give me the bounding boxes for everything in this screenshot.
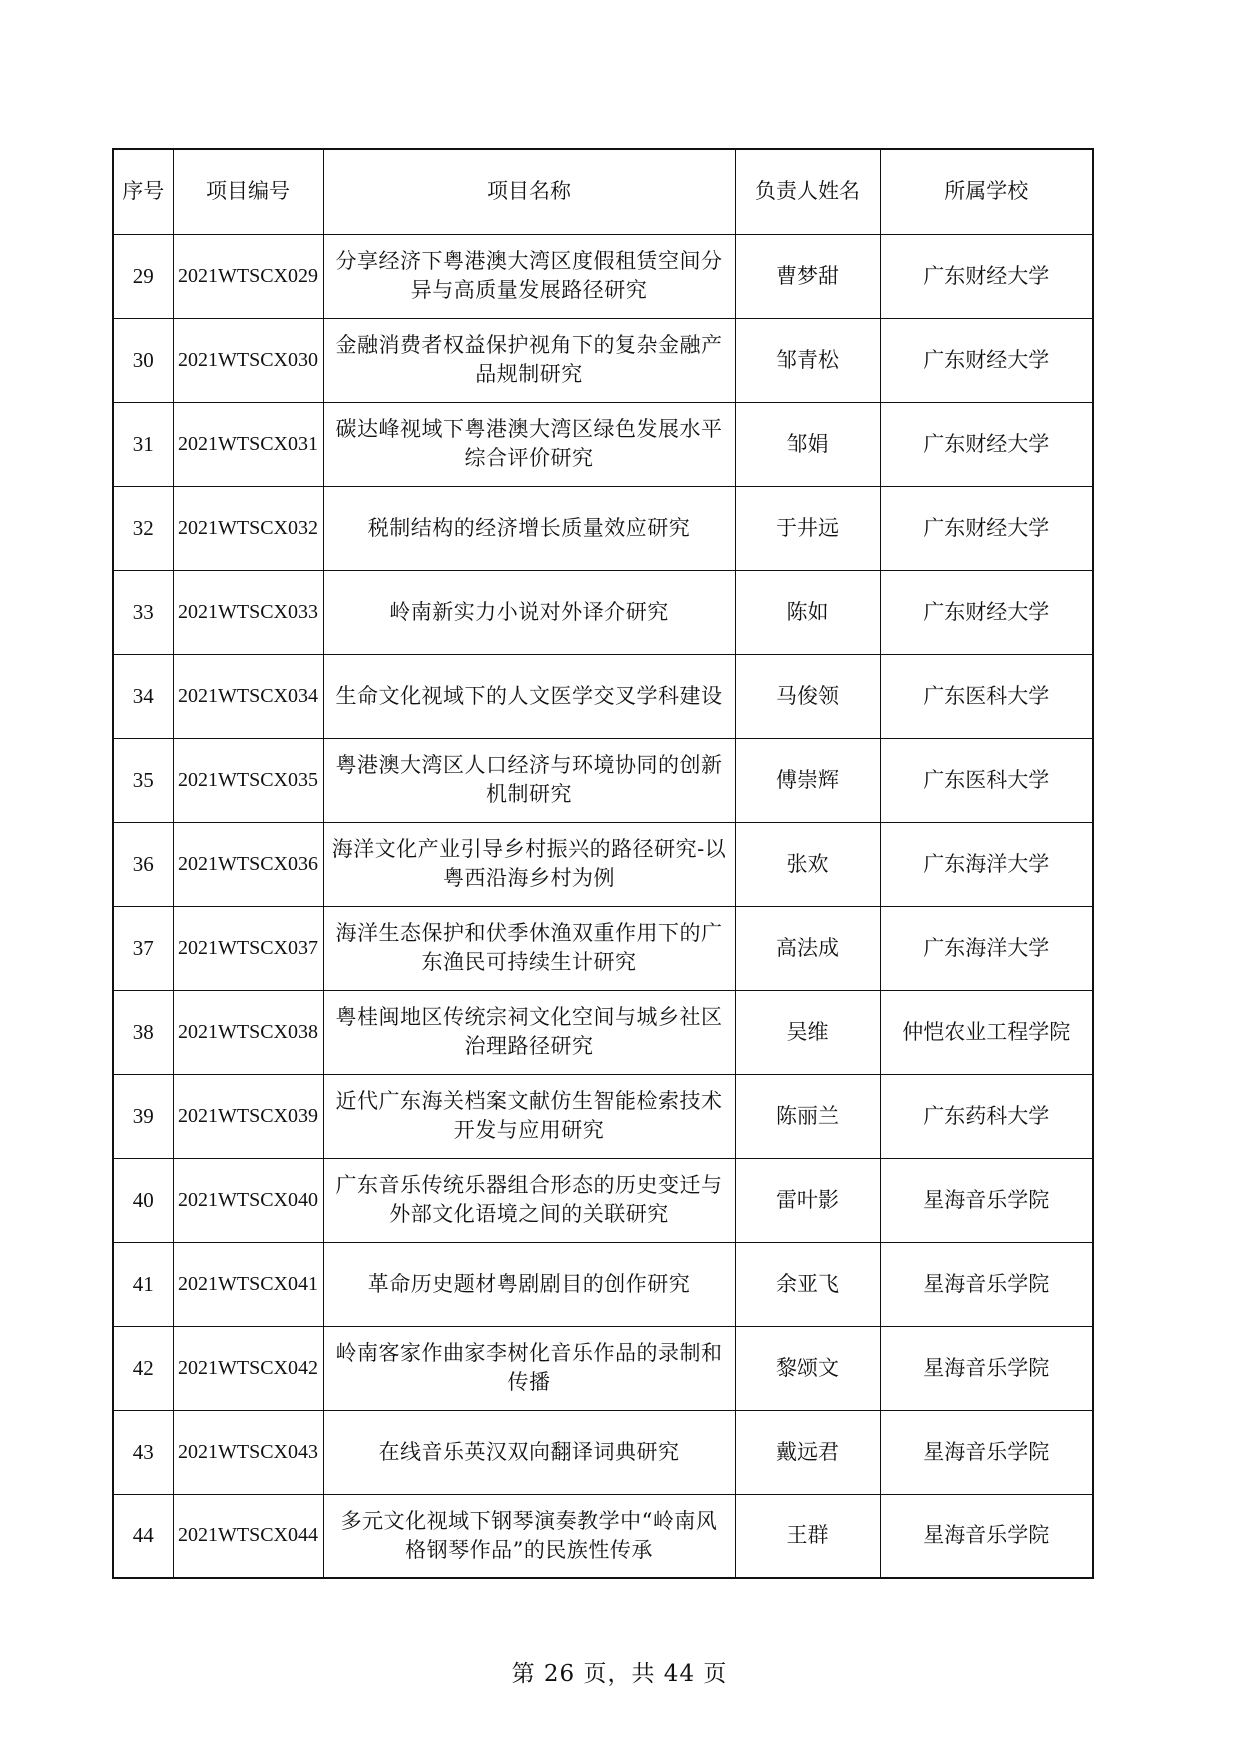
project-name-cell: 碳达峰视域下粤港澳大湾区绿色发展水平综合评价研究 [323, 402, 735, 486]
school-cell: 广东药科大学 [880, 1074, 1093, 1158]
row-index-cell: 32 [113, 486, 173, 570]
project-code-cell: 2021WTSCX041 [173, 1242, 323, 1326]
leader-name-cell: 张欢 [735, 822, 880, 906]
table-row [113, 1326, 1093, 1410]
row-index-cell: 39 [113, 1074, 173, 1158]
table-row [113, 1494, 1093, 1578]
school-cell: 星海音乐学院 [880, 1494, 1093, 1578]
project-code-cell: 2021WTSCX036 [173, 822, 323, 906]
leader-name-cell: 吴维 [735, 990, 880, 1074]
project-name-cell: 广东音乐传统乐器组合形态的历史变迁与外部文化语境之间的关联研究 [323, 1158, 735, 1242]
leader-name-cell: 曹梦甜 [735, 234, 880, 318]
row-index-cell: 36 [113, 822, 173, 906]
table-row [113, 234, 1093, 318]
row-index-cell: 44 [113, 1494, 173, 1578]
project-code-cell: 2021WTSCX040 [173, 1158, 323, 1242]
row-index-cell: 29 [113, 234, 173, 318]
row-index-cell: 40 [113, 1158, 173, 1242]
project-name-cell: 税制结构的经济增长质量效应研究 [323, 486, 735, 570]
project-name-cell: 近代广东海关档案文献仿生智能检索技术开发与应用研究 [323, 1074, 735, 1158]
header-project-name: 项目名称 [323, 149, 735, 234]
table-row [113, 402, 1093, 486]
leader-name-cell: 陈如 [735, 570, 880, 654]
table-row [113, 318, 1093, 402]
leader-name-cell: 雷叶影 [735, 1158, 880, 1242]
row-index-cell: 33 [113, 570, 173, 654]
row-index-cell: 37 [113, 906, 173, 990]
school-cell: 广东财经大学 [880, 402, 1093, 486]
school-cell: 广东海洋大学 [880, 906, 1093, 990]
row-index-cell: 43 [113, 1410, 173, 1494]
table-row [113, 1158, 1093, 1242]
leader-name-cell: 于井远 [735, 486, 880, 570]
table-row [113, 570, 1093, 654]
project-code-cell: 2021WTSCX034 [173, 654, 323, 738]
project-name-cell: 粤港澳大湾区人口经济与环境协同的创新机制研究 [323, 738, 735, 822]
school-cell: 星海音乐学院 [880, 1326, 1093, 1410]
project-code-cell: 2021WTSCX037 [173, 906, 323, 990]
table-row [113, 654, 1093, 738]
header-leader-name: 负责人姓名 [735, 149, 880, 234]
project-code-cell: 2021WTSCX031 [173, 402, 323, 486]
leader-name-cell: 傅崇辉 [735, 738, 880, 822]
leader-name-cell: 邹青松 [735, 318, 880, 402]
table-row [113, 990, 1093, 1074]
table-row [113, 1242, 1093, 1326]
row-index-cell: 42 [113, 1326, 173, 1410]
project-name-cell: 生命文化视域下的人文医学交叉学科建设 [323, 654, 735, 738]
row-index-cell: 34 [113, 654, 173, 738]
project-name-cell: 岭南新实力小说对外译介研究 [323, 570, 735, 654]
project-name-cell: 岭南客家作曲家李树化音乐作品的录制和传播 [323, 1326, 735, 1410]
header-index: 序号 [113, 149, 173, 234]
school-cell: 广东财经大学 [880, 486, 1093, 570]
row-index-cell: 35 [113, 738, 173, 822]
school-cell: 广东财经大学 [880, 318, 1093, 402]
leader-name-cell: 陈丽兰 [735, 1074, 880, 1158]
table-header-row [113, 149, 1093, 234]
school-cell: 广东海洋大学 [880, 822, 1093, 906]
leader-name-cell: 余亚飞 [735, 1242, 880, 1326]
school-cell: 仲恺农业工程学院 [880, 990, 1093, 1074]
project-name-cell: 粤桂闽地区传统宗祠文化空间与城乡社区治理路径研究 [323, 990, 735, 1074]
project-name-cell: 革命历史题材粤剧剧目的创作研究 [323, 1242, 735, 1326]
table-row [113, 1410, 1093, 1494]
project-name-cell: 在线音乐英汉双向翻译词典研究 [323, 1410, 735, 1494]
table-row [113, 1074, 1093, 1158]
school-cell: 星海音乐学院 [880, 1242, 1093, 1326]
project-name-cell: 分享经济下粤港澳大湾区度假租赁空间分异与高质量发展路径研究 [323, 234, 735, 318]
project-code-cell: 2021WTSCX043 [173, 1410, 323, 1494]
header-project-code: 项目编号 [173, 149, 323, 234]
project-code-cell: 2021WTSCX033 [173, 570, 323, 654]
table-row [113, 486, 1093, 570]
project-code-cell: 2021WTSCX032 [173, 486, 323, 570]
project-table [112, 148, 1094, 1579]
project-name-cell: 多元文化视域下钢琴演奏教学中“岭南风格钢琴作品”的民族性传承 [323, 1494, 735, 1578]
table-row [113, 738, 1093, 822]
school-cell: 星海音乐学院 [880, 1410, 1093, 1494]
row-index-cell: 31 [113, 402, 173, 486]
school-cell: 广东财经大学 [880, 570, 1093, 654]
project-name-cell: 金融消费者权益保护视角下的复杂金融产品规制研究 [323, 318, 735, 402]
school-cell: 广东医科大学 [880, 654, 1093, 738]
table-body [113, 234, 1093, 1578]
project-code-cell: 2021WTSCX042 [173, 1326, 323, 1410]
project-code-cell: 2021WTSCX035 [173, 738, 323, 822]
project-name-cell: 海洋文化产业引导乡村振兴的路径研究-以粤西沿海乡村为例 [323, 822, 735, 906]
project-code-cell: 2021WTSCX030 [173, 318, 323, 402]
project-code-cell: 2021WTSCX038 [173, 990, 323, 1074]
leader-name-cell: 黎颂文 [735, 1326, 880, 1410]
project-code-cell: 2021WTSCX039 [173, 1074, 323, 1158]
leader-name-cell: 王群 [735, 1494, 880, 1578]
table-row [113, 906, 1093, 990]
project-code-cell: 2021WTSCX044 [173, 1494, 323, 1578]
project-code-cell: 2021WTSCX029 [173, 234, 323, 318]
row-index-cell: 41 [113, 1242, 173, 1326]
school-cell: 星海音乐学院 [880, 1158, 1093, 1242]
school-cell: 广东医科大学 [880, 738, 1093, 822]
project-name-cell: 海洋生态保护和伏季休渔双重作用下的广东渔民可持续生计研究 [323, 906, 735, 990]
row-index-cell: 38 [113, 990, 173, 1074]
page-number-footer: 第 26 页，共 44 页 [511, 1661, 728, 1687]
leader-name-cell: 邹娟 [735, 402, 880, 486]
leader-name-cell: 戴远君 [735, 1410, 880, 1494]
row-index-cell: 30 [113, 318, 173, 402]
header-school: 所属学校 [880, 149, 1093, 234]
leader-name-cell: 马俊领 [735, 654, 880, 738]
table-row [113, 822, 1093, 906]
school-cell: 广东财经大学 [880, 234, 1093, 318]
leader-name-cell: 高法成 [735, 906, 880, 990]
